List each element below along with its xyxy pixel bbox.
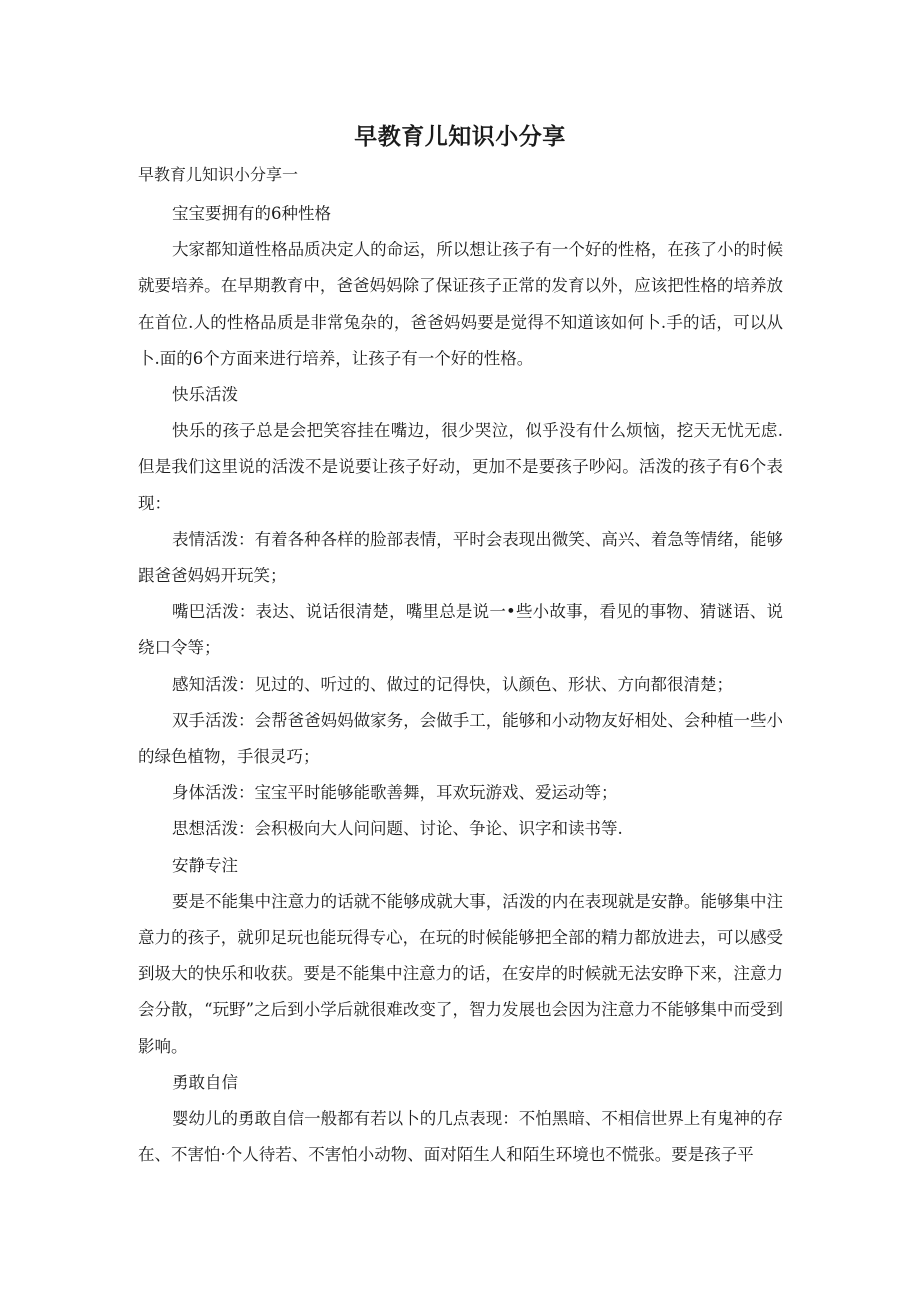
body-paragraph: 双手活泼：会帮爸爸妈妈做家务，会做手工，能够和小动物友好相处、会种植一些小的绿色植物，手很灵巧； <box>138 710 783 767</box>
body-paragraph: 感知活泼：见过的、听过的、做过的记得快，认颜色、形状、方向都很清楚； <box>172 674 733 694</box>
section-heading: 勇敢自信 <box>172 1072 238 1092</box>
document-body <box>138 196 783 1173</box>
document-title: 早教育儿知识小分享 <box>354 124 566 150</box>
body-paragraph: 婴幼儿的勇敢自信一般都有若以卜的几点表现：不怕黑暗、不相信世界上有鬼神的存在、不害怕·个人待若、不害怕小动物、面对陌生人和陌生环境也不慌张。要是孩子平 <box>138 1109 783 1165</box>
body-paragraph: 身体活泼：宝宝平时能够能歌善舞，耳欢玩游戏、爱运动等； <box>172 783 618 803</box>
body-paragraph: 快乐的孩子总是会把笑容挂在嘴边，很少哭泣，似乎没有什么烦恼，挖天无忧无虑.但是我们这里说的活泼不是说要让孩子好动，更加不是要孩子吵闷。活泼的孩子有6个表现： <box>138 421 783 513</box>
body-paragraph: 思想活泼：会积极向大人问问题、讨论、争论、识字和读书等. <box>172 819 623 839</box>
body-paragraph: 嘴巴活泼：表达、说话很清楚，嘴里总是说一•些小故事，看见的事物、猜谜语、说绕口令等； <box>138 602 783 658</box>
body-paragraph: 要是不能集中注意力的话就不能够成就大事，活泼的内在表现就是安静。能够集中注意力的孩子，就卯足玩也能玩得专心，在玩的时候能够把全部的精力都放进去，可以感受到圾大的快乐和收获。要是不能集中注意力的话，在安岸的时候就无法安睁下来，注意力会分散，“玩野”之后到小学后就很难改变了，智力发展也会因为注意力不能够集中而受到影响。 <box>138 891 783 1056</box>
section-heading: 安静专注 <box>172 855 238 875</box>
body-paragraph: 大家都知道性格品质决定人的命运，所以想让孩子有一个好的性格，在孩了小的时候就要培养。在早期教育中，爸爸妈妈除了保证孩子正常的发育以外，应该把性格的培养放在首位.人的性格品质是非常兔杂的，爸爸妈妈要是觉得不知道该如何卜.手的话，可以从卜.面的6个方面来进行培养，让孩子有一个好的性格。 <box>138 240 783 368</box>
body-paragraph: 表情活泼：有着各种各样的脸部表情，平时会表现出微笑、高兴、着急等情绪，能够跟爸爸妈妈开玩笑； <box>138 529 783 586</box>
document-subtitle: 早教育儿知识小分享一 <box>138 165 299 184</box>
section-heading: 宝宝要拥有的6种性格 <box>172 204 331 223</box>
section-heading: 快乐活泼 <box>172 385 238 405</box>
